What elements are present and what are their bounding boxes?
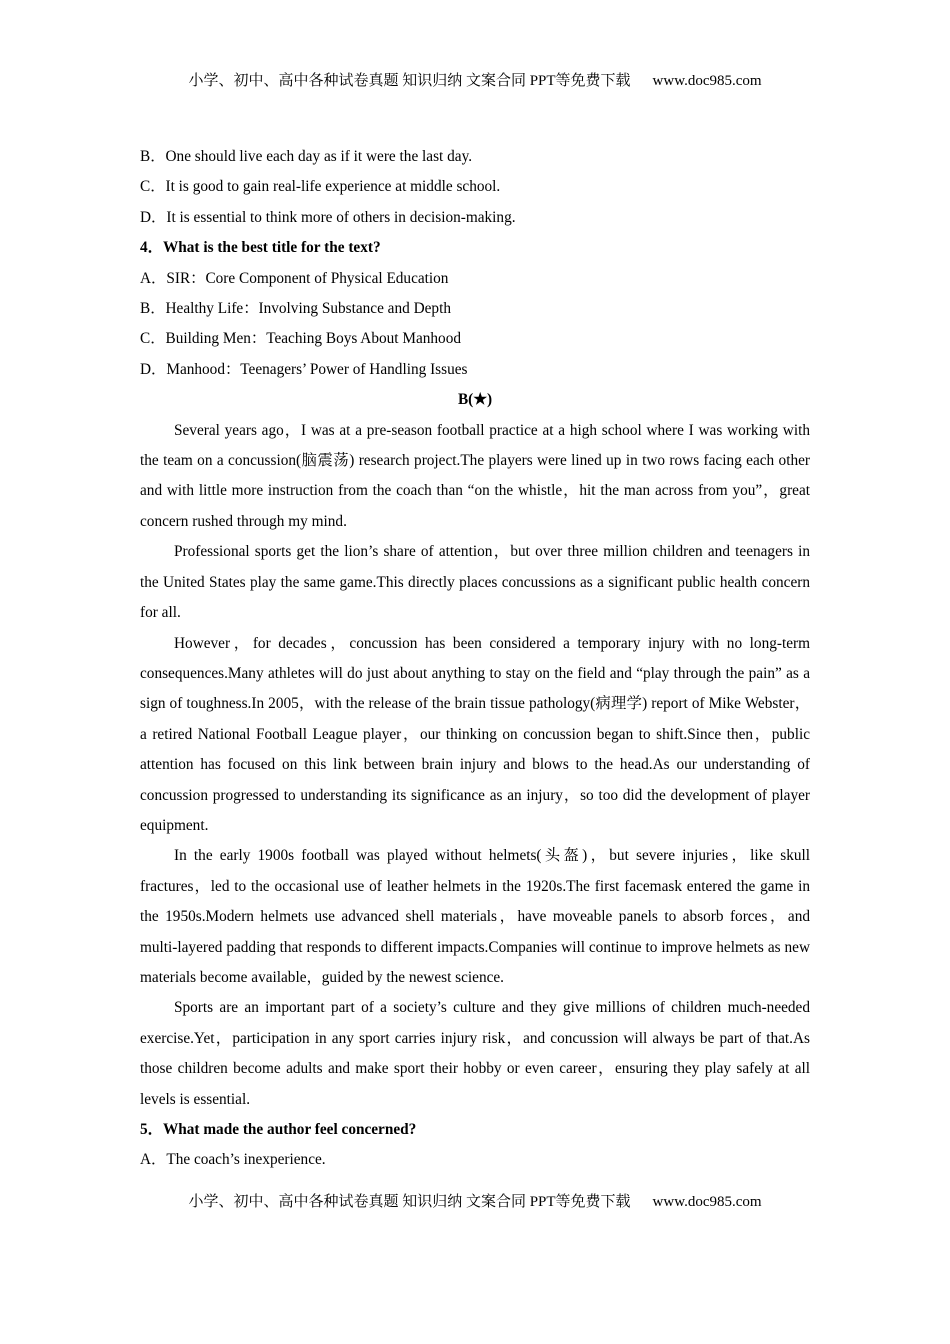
paragraph-3: However，for decades，concussion has been considered a temporary injury with no long-term consequences.Many athletes will do just about anything to stay on the field and “play through the pain” as a sign of toughness.In 2005，with the release of the brain tissue pathology(病理学) report of Mike Webster，a retired National Football League player，our thinking on concussion began to shift.Since then，public attention has focused on this link between brain injury and blows to the head.As our understanding of concussion progressed to understanding its significance as an injury，so too did the development of player equipment. (140, 634, 810, 834)
q4-option-a: A．SIR：Core Component of Physical Education (140, 269, 449, 287)
paragraph-4: In the early 1900s football was played without helmets(头盔)，but severe injuries，like skull fractures，led to the occasional use of leather helmets in the 1920s.The first facemask entered the game in the 1950s.Modern helmets use advanced shell materials，have moveable panels to absorb forces，and multi-layered padding that responds to different impacts.Companies will continue to improve helmets as new materials become available，guided by the newest science. (140, 847, 810, 986)
q3-option-b: B．One should live each day as if it were the last day. (140, 148, 473, 165)
header-text: 小学、初中、高中各种试卷真题 知识归纳 文案合同 PPT等免费下载 (188, 73, 631, 89)
document-body (140, 142, 810, 1176)
q4-option-d: D．Manhood：Teenagers’ Power of Handling Issues (140, 360, 468, 378)
page-header (0, 69, 950, 90)
section-title: B(★) (457, 391, 493, 409)
footer-text: 小学、初中、高中各种试卷真题 知识归纳 文案合同 PPT等免费下载 (188, 1194, 631, 1210)
q3-option-d: D．It is essential to think more of others in decision-making. (140, 208, 516, 226)
q3-option-c: C．It is good to gain real-life experience at middle school. (140, 178, 501, 196)
q4-option-b: B．Healthy Life：Involving Substance and Depth (140, 300, 451, 318)
header-site-link[interactable]: www.doc985.com (652, 73, 762, 89)
paragraph-1: Several years ago，I was at a pre-season football practice at a high school where I was working with the team on a concussion(脑震荡) research project.The players were lined up in two rows facing each other and with little more instruction from the coach than “on the whistle，hit the man across from you”，great concern rushed through my mind. (140, 421, 810, 530)
page-footer (0, 1190, 950, 1211)
question-5: 5．What made the author feel concerned? (140, 1121, 417, 1138)
question-4: 4．What is the best title for the text? (140, 239, 381, 257)
paragraph-2: Professional sports get the lion’s share of attention，but over three million children and teenagers in the United States play the same game.This directly places concussions as a significant public health concern for all. (140, 543, 810, 622)
q5-option-a: A．The coach’s inexperience. (140, 1151, 326, 1169)
paragraph-5: Sports are an important part of a society’s culture and they give millions of children much-needed exercise.Yet，participation in any sport carries injury risk，and concussion will always be part of that.As those children become adults and make sport their hobby or even career，ensuring they play safely at all levels is essential. (140, 999, 810, 1108)
q4-option-c: C．Building Men：Teaching Boys About Manhood (140, 330, 462, 348)
footer-site-link[interactable]: www.doc985.com (652, 1194, 762, 1210)
